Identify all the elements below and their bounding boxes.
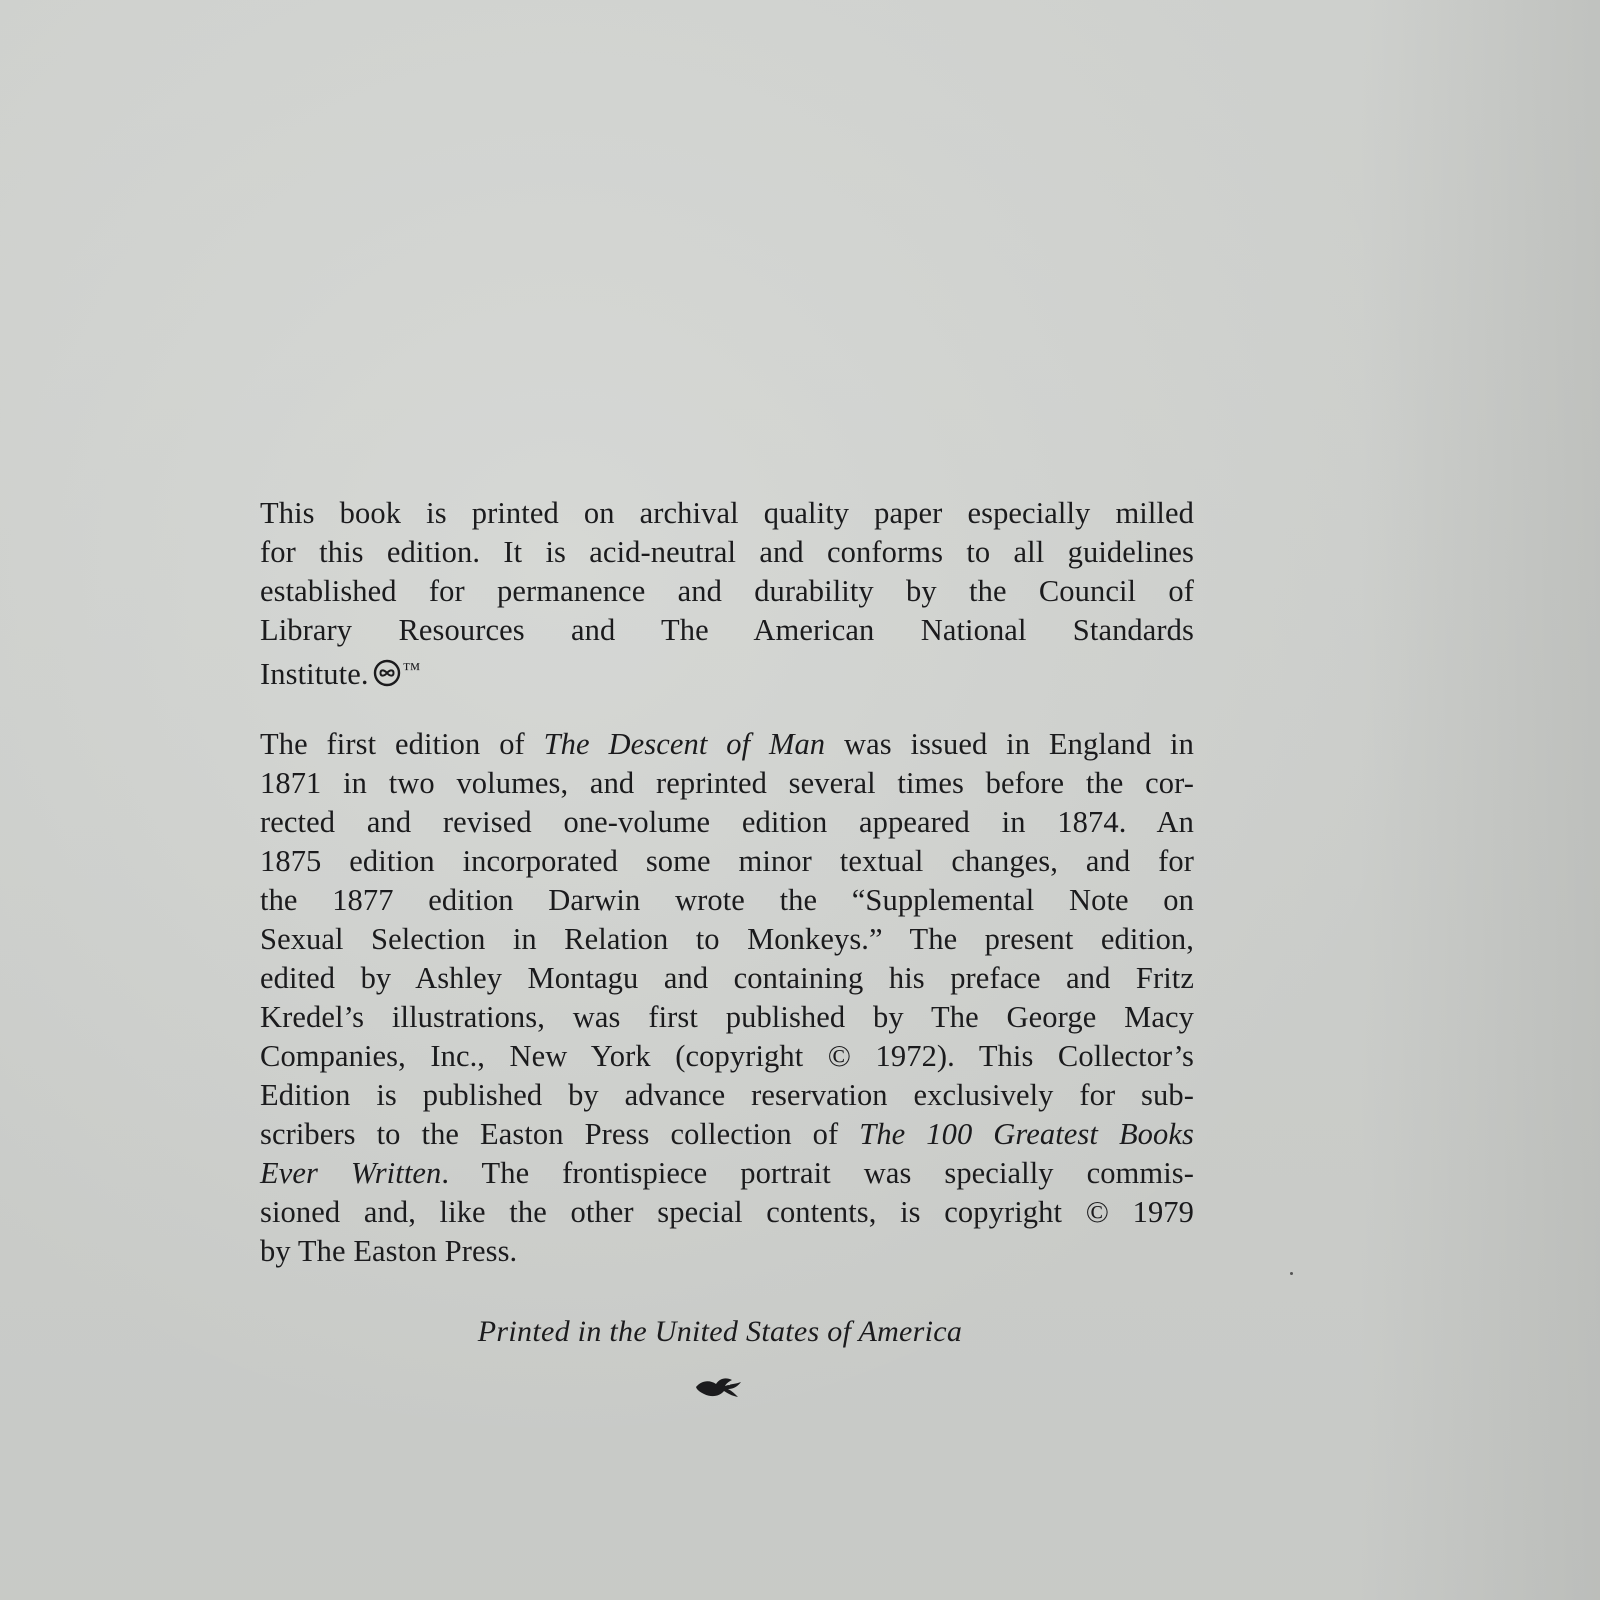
series-title: The 100 Greatest Books	[859, 1117, 1194, 1151]
paragraph-line: Institute.	[260, 657, 369, 691]
paragraph-line: sioned and, like the other special contents, is copyright © 1979	[260, 1195, 1194, 1229]
paragraph-line: the 1877 edition Darwin wrote the “Supplemental Note on	[260, 883, 1194, 917]
copyright-text-block	[260, 494, 1194, 1271]
edition-history-paragraph: The first edition of The Descent of Man was issued in England in 1871 in two volumes, and reprinted several times before the cor- rected and revised one-volume edition appeared in 1874. An 1875 edition incorporated some minor textual changes, and for the 1877 edition Darwin wrote the “Supplemental Note on Sexual Selection in Relation to Monkeys.” The present edition, edited by Ashley Montagu and containing his preface and Fritz Kredel’s illustrations, was first published by The George Macy Companies, Inc., New York (copyright © 1972). This Collector’s Edition is published by advance reservation exclusively for sub- scribers to the Easton Press collection of The 100 Greatest Books Ever Written. The frontispiece portrait was specially commis- sioned and, like the other special contents, is copyright © 1979 by The Easton Press.	[260, 725, 1194, 1271]
paragraph-line: rected and revised one-volume edition appeared in 1874. An	[260, 805, 1194, 839]
fish-bird-ornament-icon	[694, 1372, 744, 1402]
paragraph-line: for this edition. It is acid-neutral and conforms to all guidelines	[260, 535, 1194, 569]
paragraph-line: Library Resources and The American National Standards	[260, 613, 1194, 647]
paragraph-line: Companies, Inc., New York (copyright © 1972). This Collector’s	[260, 1039, 1194, 1073]
paper-speck	[1290, 1272, 1293, 1275]
paragraph-line: 1871 in two volumes, and reprinted several times before the cor-	[260, 766, 1194, 800]
trademark-symbol: ™	[402, 659, 421, 679]
paragraph-line: established for permanence and durability by the Council of	[260, 574, 1194, 608]
paragraph-line: Sexual Selection in Relation to Monkeys.” The present edition,	[260, 922, 1194, 956]
archival-paper-paragraph	[260, 494, 1194, 689]
printed-in-line: Printed in the United States of America	[477, 1315, 963, 1348]
paragraph-line: by The Easton Press.	[260, 1234, 518, 1268]
paragraph-line: Edition is published by advance reservation exclusively for sub-	[260, 1078, 1194, 1112]
paragraph-line: edited by Ashley Montagu and containing his preface and Fritz	[260, 961, 1194, 995]
paragraph-line: 1875 edition incorporated some minor textual changes, and for	[260, 844, 1194, 878]
paragraph-line: Kredel’s illustrations, was first published by The George Macy	[260, 1000, 1194, 1034]
paragraph-line: This book is printed on archival quality paper especially milled	[260, 496, 1194, 530]
book-title: The Descent of Man	[543, 727, 826, 761]
series-title-cont: Ever Written	[260, 1156, 442, 1190]
infinity-circle-icon	[373, 658, 401, 697]
